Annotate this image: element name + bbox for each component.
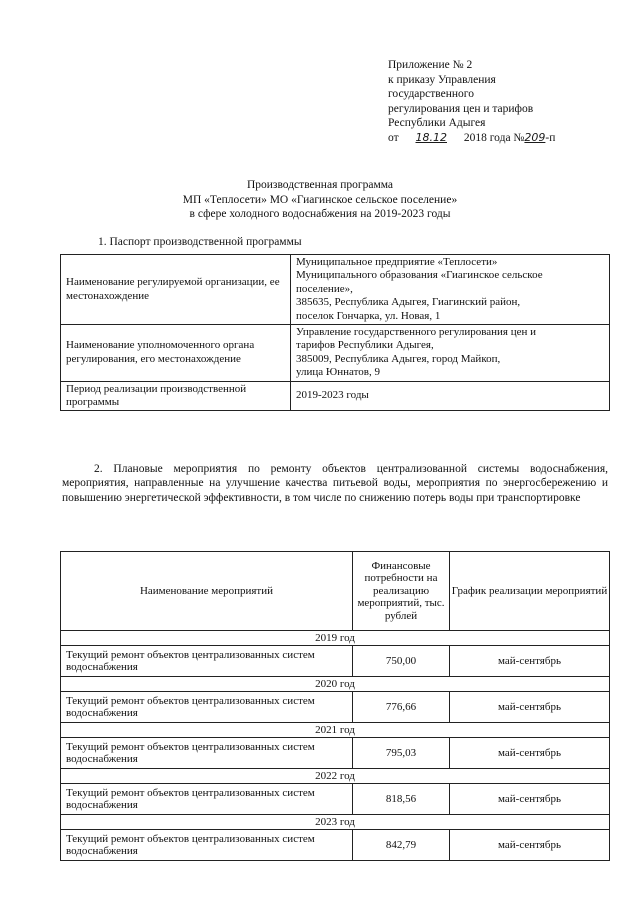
- table-row: [61, 255, 610, 325]
- year-label: 2020 год: [61, 677, 610, 692]
- value-line: Управление государственного регулирования цен и: [296, 326, 537, 339]
- value-line: поселение»,: [296, 282, 353, 295]
- activity-amount: 842,79: [353, 830, 450, 861]
- header-name: Наименование мероприятий: [61, 552, 353, 631]
- activity-name: Текущий ремонт объектов централизованных систем водоснабжения: [61, 784, 353, 815]
- header-schedule: График реализации мероприятий: [450, 552, 610, 631]
- appendix-line: государственного: [388, 88, 474, 101]
- year-label: 2022 год: [61, 769, 610, 784]
- table-row: [61, 738, 610, 769]
- activity-amount: 795,03: [353, 738, 450, 769]
- date-year: 2018 года №: [463, 131, 525, 144]
- table-row: [61, 381, 610, 411]
- activity-schedule: май-сентябрь: [450, 738, 610, 769]
- value-line: 385635, Республика Адыгея, Гиагинский район,: [296, 296, 521, 309]
- activity-schedule: май-сентябрь: [450, 830, 610, 861]
- value-line: 385009, Республика Адыгея, город Майкоп,: [296, 352, 501, 365]
- appendix-line: к приказу Управления: [388, 73, 496, 86]
- passport-table: [60, 254, 610, 411]
- activity-schedule: май-сентябрь: [450, 692, 610, 723]
- value-line: улица Юннатов, 9: [296, 366, 380, 379]
- value-line: Муниципального образования «Гиагинское сельское: [296, 269, 543, 282]
- passport-value: [291, 255, 610, 325]
- appendix-line: Приложение № 2: [388, 59, 473, 71]
- activities-table: [60, 551, 610, 861]
- value-line: тарифов Республики Адыгея,: [296, 339, 434, 352]
- year-row: [61, 677, 610, 692]
- table-row: [61, 692, 610, 723]
- document-title: [0, 178, 640, 222]
- order-suffix: -п: [545, 131, 556, 144]
- passport-label: Период реализации производственной программы: [61, 381, 291, 411]
- appendix-block: [388, 58, 555, 146]
- activity-schedule: май-сентябрь: [450, 784, 610, 815]
- title-line: Производственная программа: [246, 179, 394, 191]
- title-line: в сфере холодного водоснабжения на 2019-2023 годы: [189, 208, 451, 220]
- passport-value: [291, 325, 610, 382]
- title-line: МП «Теплосети» МО «Гиагинское сельское поселение»: [182, 193, 458, 206]
- table-header-row: [61, 552, 610, 631]
- order-number: 209: [524, 130, 546, 144]
- year-label: 2019 год: [61, 631, 610, 646]
- table-row: [61, 646, 610, 677]
- date-value: 18.12: [415, 130, 447, 144]
- activity-amount: 776,66: [353, 692, 450, 723]
- activity-name: Текущий ремонт объектов централизованных систем водоснабжения: [61, 692, 353, 723]
- appendix-date-line: [388, 131, 555, 146]
- date-prefix: от: [388, 131, 399, 144]
- activity-name: Текущий ремонт объектов централизованных систем водоснабжения: [61, 738, 353, 769]
- year-row: [61, 723, 610, 738]
- table-row: [61, 784, 610, 815]
- year-row: [61, 631, 610, 646]
- year-label: 2023 год: [61, 815, 610, 830]
- year-row: [61, 769, 610, 784]
- table-row: [61, 830, 610, 861]
- activity-schedule: май-сентябрь: [450, 646, 610, 677]
- appendix-line: регулирования цен и тарифов: [388, 102, 534, 115]
- passport-label: Наименование регулируемой организации, ее местонахождение: [61, 255, 291, 325]
- passport-value: [291, 381, 610, 411]
- year-row: [61, 815, 610, 830]
- activity-name: Текущий ремонт объектов централизованных систем водоснабжения: [61, 646, 353, 677]
- activity-name: Текущий ремонт объектов централизованных систем водоснабжения: [61, 830, 353, 861]
- passport-label: Наименование уполномоченного органа регулирования, его местонахождение: [61, 325, 291, 382]
- value-line: 2019-2023 годы: [296, 389, 369, 402]
- activity-amount: 750,00: [353, 646, 450, 677]
- passport-heading: 1. Паспорт производственной программы: [98, 236, 302, 248]
- value-line: Муниципальное предприятие «Теплосети»: [296, 256, 498, 268]
- value-line: поселок Гончарка, ул. Новая, 1: [296, 309, 441, 322]
- section2-paragraph: 2. Плановые мероприятия по ремонту объектов централизованной системы водоснабжения, мероприятия, направленные на улучшение качества питьевой воды, мероприятия по энергосбережению и повышению энергетической эффективности, в том числе по снижению потерь воды при транспортировке: [62, 463, 608, 504]
- table-row: [61, 325, 610, 382]
- year-label: 2021 год: [61, 723, 610, 738]
- activity-amount: 818,56: [353, 784, 450, 815]
- appendix-line: Республики Адыгея: [388, 117, 486, 130]
- header-finance: Финансовые потребности на реализацию мероприятий, тыс. рублей: [353, 552, 450, 631]
